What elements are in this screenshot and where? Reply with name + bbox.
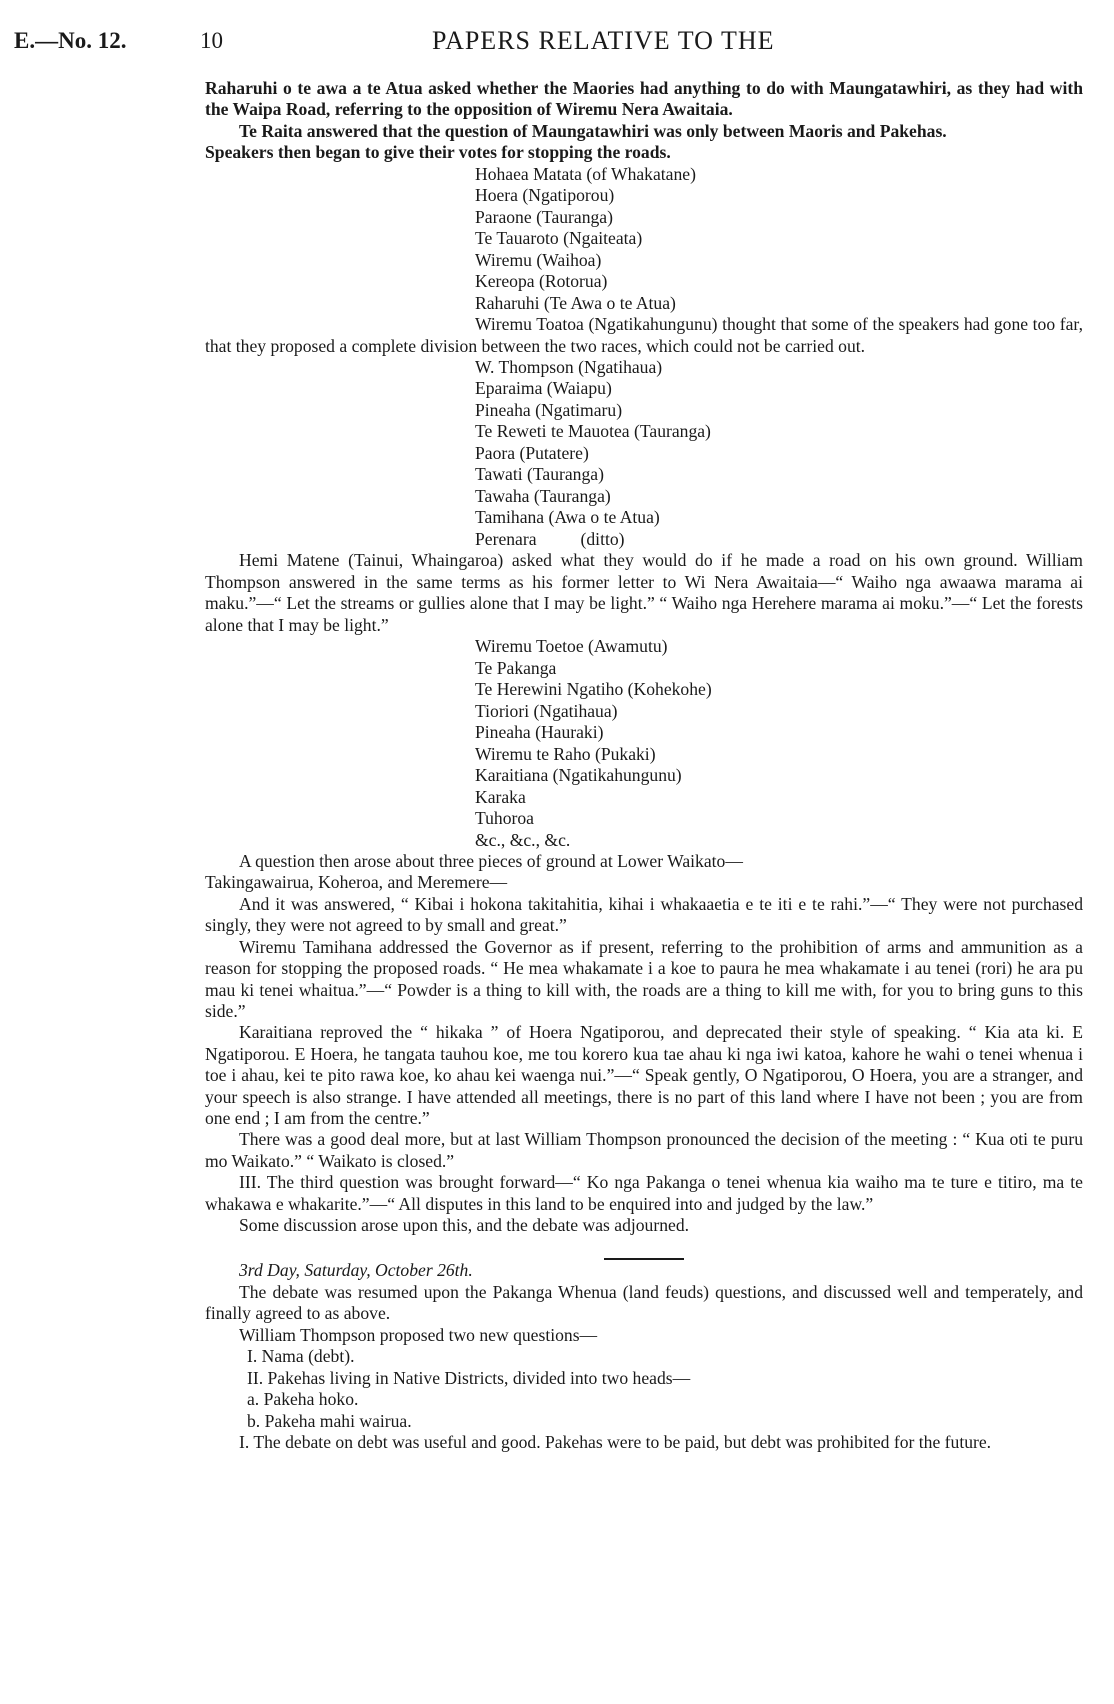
list-item: Tawati (Tauranga) (475, 464, 604, 485)
list-item: II. Pakehas living in Native Districts, divided into two heads— (247, 1367, 691, 1388)
paragraph-answer: And it was answered, “ Kibai i hokona takitahitia, kihai i whakaaetia e te iti e te rahi.”—“ They were not purchased singly, they were not agreed to by small and great.” (205, 893, 1083, 936)
list-item: Raharuhi (Te Awa o te Atua) (475, 292, 676, 313)
list-item: Tamihana (Awa o te Atua) (475, 507, 660, 528)
running-title: PAPERS RELATIVE TO THE (432, 26, 775, 55)
paragraph-new-questions: William Thompson proposed two new questions— (239, 1324, 598, 1345)
page-number: 10 (200, 28, 223, 53)
question-list (247, 1346, 1083, 1432)
list-item: Paora (Putatere) (475, 442, 589, 463)
list-item: Te Herewini Ngatiho (Kohekohe) (475, 679, 712, 700)
list-item: Karaitiana (Ngatikahungunu) (475, 765, 682, 786)
list-item: &c., &c., &c. (475, 829, 571, 850)
list-item: W. Thompson (Ngatihaua) (475, 356, 663, 377)
paragraph-text: Raharuhi o te awa a te Atua asked whether the Maories had anything to do with Maungatawhiri, as they had with the Waipa Road, referring to the opposition of Wiremu Nera Awaitaia. (205, 78, 1083, 120)
paragraph-debate-resumed: The debate was resumed upon the Pakanga Whenua (land feuds) questions, and discussed well and temperately, and finally agreed to as above. (205, 1281, 1083, 1324)
paragraph-third-question: III. The third question was brought forward—“ Ko nga Pakanga o tenei whenua kia waiho ma te ture e titiro, ma te whakawa e whakarite.”—“ All disputes in this land to be enquired into and judged by the law.” (205, 1172, 1083, 1214)
list-item: Pineaha (Ngatimaru) (475, 399, 623, 420)
paragraph-karaitiana: Karaitiana reproved the “ hikaka ” of Hoera Ngatiporou, and deprecated their style of speaking. “ Kia ata ki. E Ngatiporou. E Hoera, he tangata tauhou koe, me tou korero kua tae ahau ki nga iwi katoa, kahore he wahi o tenei whenua i toe i ahau, kei te pito rawa koe, ko ahau kei waenga nui.”—“ Speak gently, O Ngatiporou, O Hoera, you are a stranger, and your speech is also strange. I have attended all meetings, there is no part of this land where I have not been ; you are from one end ; I am from the centre.” (205, 1022, 1083, 1128)
list-item: Pineaha (Hauraki) (475, 722, 604, 743)
paragraph-hemi-matene: Hemi Matene (Tainui, Whaingaroa) asked what they would do if he made a road on his own ground. William Thompson answered in the same terms as his former letter to Wi Nera Awaitaia—“ Waiho nga awaawa marama ai maku.”—“ Let the streams or gullies alone that I may be light.” “ Waiho nga Herehere marama ai moku.”—“ Let the forests alone that I may be light.” (205, 550, 1083, 635)
list-item: Hoera (Ngatiporou) (475, 185, 615, 206)
list-item: Kereopa (Rotorua) (475, 271, 608, 292)
paragraph-decision: There was a good deal more, but at last William Thompson pronounced the decision of the meeting : “ Kua oti te puru mo Waikato.” “ Waikato is closed.” (205, 1129, 1083, 1171)
speaker-list-3 (475, 636, 1083, 851)
paragraph-adjourned: Some discussion arose upon this, and the debate was adjourned. (239, 1214, 690, 1235)
list-item: Te Pakanga (475, 657, 557, 678)
list-item: Paraone (Tauranga) (475, 206, 613, 227)
list-item: Tioriori (Ngatihaua) (475, 700, 618, 721)
list-item: Te Reweti te Mauotea (Tauranga) (475, 421, 711, 442)
list-item: Tawaha (Tauranga) (475, 485, 611, 506)
speaker-list-1 (475, 164, 1083, 315)
paragraph-tamihana: Wiremu Tamihana addressed the Governor as if present, referring to the prohibition of arms and ammunition as a reason for stopping the proposed roads. “ He mea whakamate i a koe to paura he mea whakamate i au tenei (rori) he ara pu mau ki tenei whaitua.”—“ Powder is a thing to kill with, the roads are a thing to kill me with, for you to bring guns to this side.” (205, 936, 1083, 1021)
list-item: b. Pakeha mahi wairua. (247, 1410, 412, 1431)
page-header (0, 28, 1114, 68)
list-item: Tuhoroa (475, 808, 534, 829)
list-item: Perenara (ditto) (475, 528, 625, 549)
paragraph-debt: I. The debate on debt was useful and good. Pakehas were to be paid, but debt was prohibited for the future. (239, 1432, 992, 1452)
paragraph-speakers: Speakers then began to give their votes for stopping the roads. (205, 142, 671, 163)
paragraph-question-ground: A question then arose about three pieces of ground at Lower Waikato— (239, 851, 743, 872)
list-item: Wiremu (Waihoa) (475, 249, 602, 270)
list-item: Wiremu te Raho (Pukaki) (475, 743, 656, 764)
paragraph-te-raita: Te Raita answered that the question of Maungatawhiri was only between Maoris and Pakehas. (239, 120, 947, 141)
list-item: a. Pakeha hoko. (247, 1389, 359, 1409)
list-item: Hohaea Matata (of Whakatane) (475, 163, 696, 184)
speaker-list-2 (475, 357, 1083, 551)
list-item: Te Tauaroto (Ngaiteata) (475, 228, 643, 249)
list-item: Wiremu Toetoe (Awamutu) (475, 636, 668, 657)
paragraph-raharuhi (205, 78, 1083, 121)
list-item: Eparaima (Waiapu) (475, 378, 612, 399)
day-heading: 3rd Day, Saturday, October 26th. (239, 1260, 473, 1281)
paragraph-toatoa: Wiremu Toatoa (Ngatikahungunu) thought that some of the speakers had gone too far, that they proposed a complete division between the two races, which could not be carried out. (205, 314, 1083, 356)
list-item: I. Nama (debt). (247, 1346, 355, 1366)
paragraph-places: Takingawairua, Koheroa, and Meremere— (205, 872, 508, 893)
list-item: Karaka (475, 786, 526, 807)
page-body (205, 78, 1083, 1453)
document-reference: E.—No. 12. (14, 28, 127, 53)
